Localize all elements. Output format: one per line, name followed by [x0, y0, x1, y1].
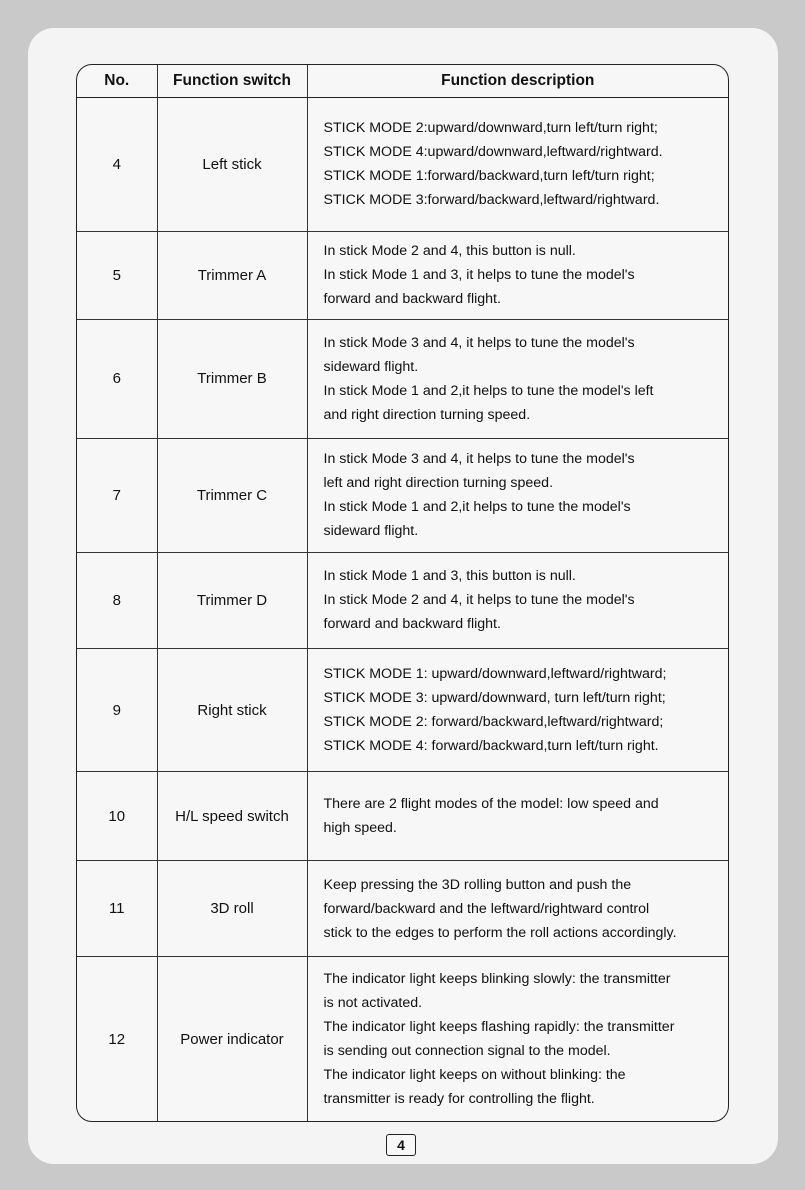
function-description — [307, 772, 728, 861]
function-description — [307, 552, 728, 648]
description-line: sideward flight. — [323, 523, 419, 540]
row-number: 4 — [77, 97, 157, 231]
description-line: forward and backward flight. — [323, 616, 501, 633]
row-number: 7 — [77, 438, 157, 552]
page-number: 4 — [386, 1134, 416, 1156]
description-line: STICK MODE 1: upward/downward,leftward/rightward; — [323, 666, 667, 683]
row-number: 12 — [77, 957, 157, 1121]
description-line: STICK MODE 4:upward/downward,leftward/rightward. — [323, 144, 663, 161]
description-line: In stick Mode 2 and 4, it helps to tune the model's — [323, 592, 635, 609]
table-row — [77, 231, 728, 319]
table-header-row — [77, 65, 728, 97]
function-name: Trimmer D — [157, 552, 307, 648]
function-name: 3D roll — [157, 861, 307, 957]
table-row — [77, 552, 728, 648]
function-description — [307, 319, 728, 438]
header-no: No. — [77, 65, 157, 97]
description-line: Keep pressing the 3D rolling button and push the — [323, 876, 632, 893]
function-description — [307, 97, 728, 231]
description-line: The indicator light keeps blinking slowly: the transmitter — [323, 971, 671, 988]
table-row — [77, 957, 728, 1121]
function-table-container — [76, 64, 729, 1122]
header-function-switch: Function switch — [157, 65, 307, 97]
description-line: There are 2 flight modes of the model: low speed and — [323, 796, 659, 813]
description-line: STICK MODE 2: forward/backward,leftward/rightward; — [323, 714, 664, 731]
description-line: forward/backward and the leftward/rightward control — [323, 900, 650, 917]
table-row — [77, 772, 728, 861]
function-name: Right stick — [157, 649, 307, 772]
description-line: transmitter is ready for controlling the flight. — [323, 1091, 595, 1108]
table-row — [77, 861, 728, 957]
description-line: In stick Mode 1 and 3, it helps to tune the model's — [323, 267, 635, 284]
description-line: In stick Mode 1 and 3, this button is null. — [323, 568, 576, 585]
description-line: In stick Mode 1 and 2,it helps to tune the model's — [323, 499, 631, 516]
row-number: 8 — [77, 552, 157, 648]
description-line: In stick Mode 3 and 4, it helps to tune the model's — [323, 451, 635, 468]
row-number: 9 — [77, 649, 157, 772]
header-function-description: Function description — [307, 65, 728, 97]
function-table — [77, 65, 728, 1121]
description-line: STICK MODE 1:forward/backward,turn left/turn right; — [323, 168, 655, 185]
table-row — [77, 438, 728, 552]
description-line: forward and backward flight. — [323, 291, 501, 308]
table-row — [77, 319, 728, 438]
description-line: In stick Mode 3 and 4, it helps to tune the model's — [323, 334, 635, 351]
description-line: STICK MODE 3:forward/backward,leftward/rightward. — [323, 192, 660, 209]
function-description — [307, 438, 728, 552]
row-number: 11 — [77, 861, 157, 957]
function-name: Trimmer B — [157, 319, 307, 438]
function-description — [307, 231, 728, 319]
description-line: left and right direction turning speed. — [323, 475, 554, 492]
function-name: Power indicator — [157, 957, 307, 1121]
row-number: 6 — [77, 319, 157, 438]
description-line: The indicator light keeps flashing rapidly: the transmitter — [323, 1019, 675, 1036]
description-line: and right direction turning speed. — [323, 406, 531, 423]
row-number: 10 — [77, 772, 157, 861]
description-line: stick to the edges to perform the roll actions accordingly. — [323, 924, 677, 941]
function-description — [307, 649, 728, 772]
function-name: Trimmer A — [157, 231, 307, 319]
function-name: H/L speed switch — [157, 772, 307, 861]
description-line: sideward flight. — [323, 358, 419, 375]
row-number: 5 — [77, 231, 157, 319]
description-line: is not activated. — [323, 995, 423, 1012]
description-line: is sending out connection signal to the model. — [323, 1043, 611, 1060]
description-line: In stick Mode 1 and 2,it helps to tune the model's left — [323, 382, 654, 399]
function-description — [307, 957, 728, 1121]
description-line: The indicator light keeps on without blinking: the — [323, 1067, 626, 1084]
description-line: STICK MODE 4: forward/backward,turn left/turn right. — [323, 738, 659, 755]
description-line: high speed. — [323, 820, 397, 837]
manual-page — [28, 28, 778, 1164]
function-name: Trimmer C — [157, 438, 307, 552]
function-name: Left stick — [157, 97, 307, 231]
table-row — [77, 649, 728, 772]
table-row — [77, 97, 728, 231]
description-line: In stick Mode 2 and 4, this button is null. — [323, 243, 576, 260]
description-line: STICK MODE 3: upward/downward, turn left/turn right; — [323, 690, 666, 707]
function-description — [307, 861, 728, 957]
description-line: STICK MODE 2:upward/downward,turn left/turn right; — [323, 120, 658, 137]
